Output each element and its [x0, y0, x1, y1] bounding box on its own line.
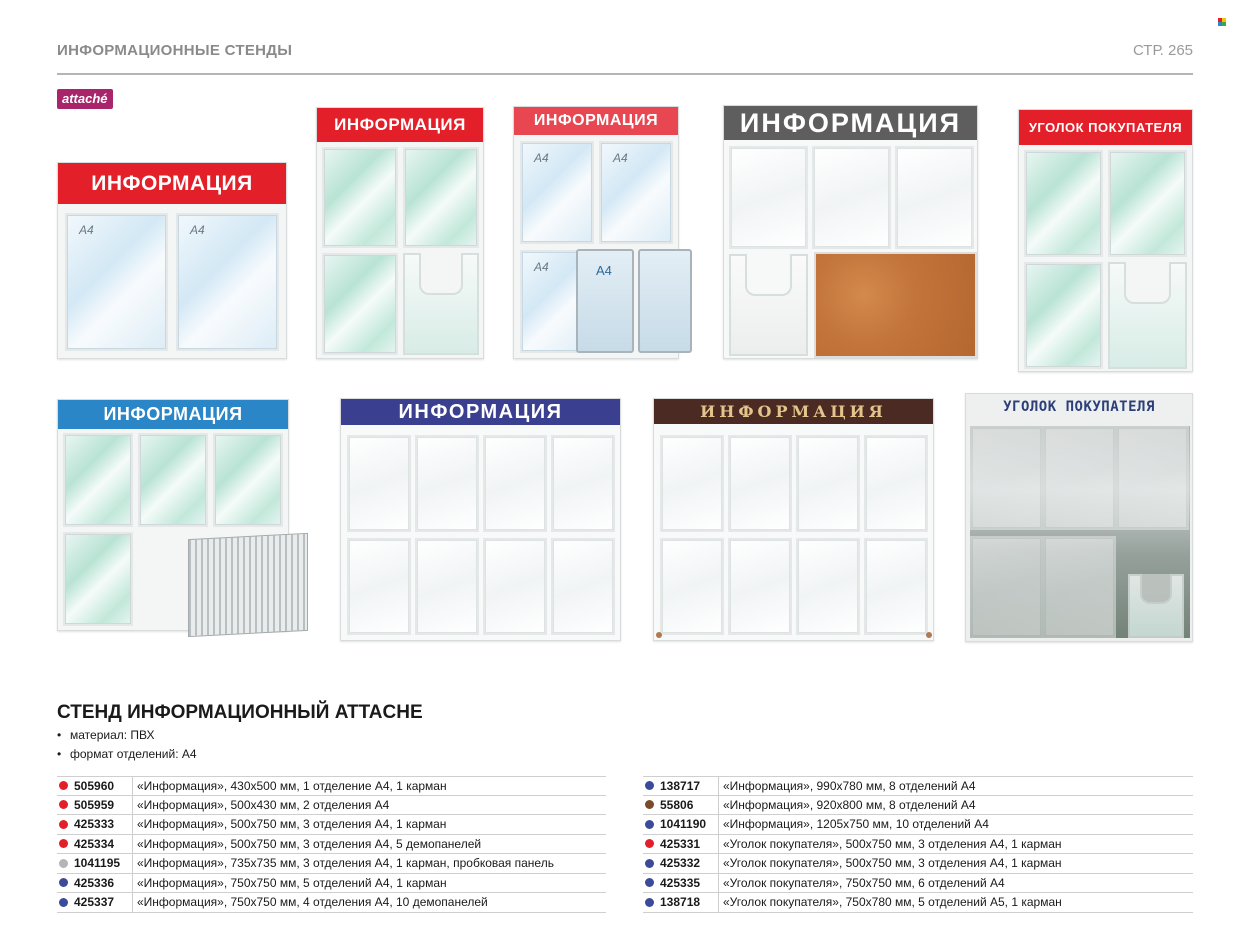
pocket	[63, 532, 133, 626]
table-row	[57, 796, 606, 816]
product-desc: «Информация», 750х750 мм, 5 отделений А4, 1 карман	[137, 875, 447, 890]
color-dot-icon	[645, 781, 654, 790]
stand-138718	[965, 393, 1193, 642]
product-desc: «Информация», 500х750 мм, 3 отделения А4, 1 карман	[137, 817, 447, 832]
product-title: СТЕНД ИНФОРМАЦИОННЫЙ ATTACHE	[57, 702, 423, 723]
table-row	[57, 874, 606, 894]
color-dot-icon	[59, 839, 68, 848]
product-desc: «Уголок покупателя», 500х750 мм, 3 отделения А4, 1 карман	[723, 836, 1062, 851]
table-row	[643, 854, 1193, 874]
stand-header: ИНФОРМАЦИЯ	[724, 106, 977, 140]
pocket-tray	[1108, 262, 1187, 369]
table-row	[643, 893, 1193, 913]
pocket	[1024, 262, 1103, 369]
pocket	[213, 433, 283, 527]
pocket	[347, 538, 411, 635]
pocket	[864, 538, 928, 635]
screw-icon	[926, 632, 932, 638]
pocket	[403, 147, 479, 248]
product-code: 425334	[74, 836, 115, 851]
product-code: 55806	[660, 797, 694, 812]
color-dot-icon	[645, 820, 654, 829]
color-mark-icon	[1218, 18, 1226, 26]
pocket	[176, 213, 279, 351]
table-row	[643, 874, 1193, 894]
table-row	[57, 776, 606, 796]
pocket	[864, 435, 928, 532]
pocket-label: A4	[79, 223, 94, 237]
product-table-right	[643, 776, 1193, 913]
pocket	[483, 538, 547, 635]
pocket	[812, 146, 891, 249]
stand-425333	[316, 107, 484, 359]
stand-1041195	[723, 105, 978, 359]
stand-425331	[1018, 109, 1193, 372]
pocket	[1043, 426, 1116, 530]
pocket	[970, 536, 1043, 638]
product-desc: «Уголок покупателя», 500х750 мм, 3 отделения А4, 1 карман	[723, 856, 1062, 871]
pocket	[415, 435, 479, 532]
pocket	[551, 435, 615, 532]
spec-list	[57, 726, 197, 764]
stand-header: ИНФОРМАЦИЯ	[58, 163, 286, 204]
table-row	[643, 835, 1193, 855]
page-section-title: ИНФОРМАЦИОННЫЕ СТЕНДЫ	[57, 42, 293, 59]
table-row	[57, 835, 606, 855]
pocket	[551, 538, 615, 635]
product-table-left	[57, 776, 606, 913]
color-dot-icon	[59, 859, 68, 868]
product-code: 138717	[660, 778, 701, 793]
stand-header: ИНФОРМАЦИЯ	[654, 399, 933, 424]
product-desc: «Информация», 920х800 мм, 8 отделений А4	[723, 797, 976, 812]
spec-item: • формат отделений: А4	[57, 745, 197, 764]
brand-logo: attaché	[57, 89, 113, 109]
pocket	[1024, 150, 1103, 257]
pocket-label: A4	[534, 151, 549, 165]
color-dot-icon	[645, 878, 654, 887]
product-code: 425331	[660, 836, 701, 851]
pocket	[322, 253, 398, 355]
product-desc: «Уголок покупателя», 750х750 мм, 6 отделений А4	[723, 875, 1005, 890]
pocket	[895, 146, 974, 249]
stand-505959	[57, 162, 287, 359]
demo-panels	[188, 533, 308, 637]
product-desc: «Информация», 500х750 мм, 3 отделения А4, 5 демопанелей	[137, 836, 482, 851]
pocket	[1043, 536, 1116, 638]
stand-header: ИНФОРМАЦИЯ	[58, 400, 288, 429]
color-dot-icon	[59, 878, 68, 887]
product-code: 1041195	[74, 856, 121, 871]
pocket	[660, 435, 724, 532]
pocket	[1108, 150, 1187, 257]
pocket	[347, 435, 411, 532]
flip-panel	[576, 249, 634, 353]
product-code: 425332	[660, 856, 701, 871]
pocket-tray	[403, 253, 479, 355]
stand-425337	[57, 399, 289, 631]
pocket	[63, 433, 133, 527]
product-code: 1041190	[660, 817, 707, 832]
product-code: 425337	[74, 895, 115, 910]
pocket-tray	[729, 254, 808, 356]
product-desc: «Информация», 1205х750 мм, 10 отделений А4	[723, 817, 989, 832]
color-dot-icon	[59, 781, 68, 790]
pocket	[520, 141, 594, 244]
stand-138717	[340, 398, 621, 641]
stand-header: УГОЛОК ПОКУПАТЕЛЯ	[1003, 399, 1155, 415]
color-dot-icon	[645, 859, 654, 868]
pocket-tray	[1128, 574, 1184, 638]
product-code: 425336	[74, 875, 115, 890]
pocket	[970, 426, 1043, 530]
pocket	[1116, 426, 1189, 530]
stand-header: ИНФОРМАЦИЯ	[341, 399, 620, 425]
color-dot-icon	[59, 898, 68, 907]
color-dot-icon	[645, 898, 654, 907]
pocket	[65, 213, 168, 351]
table-row	[57, 893, 606, 913]
pocket	[599, 141, 673, 244]
product-code: 425335	[660, 875, 701, 890]
product-desc: «Информация», 990х780 мм, 8 отделений А4	[723, 778, 976, 793]
product-code: 505959	[74, 797, 115, 812]
pocket-label: A4	[613, 151, 628, 165]
pocket-label: A4	[534, 260, 549, 274]
table-row	[643, 796, 1193, 816]
pocket	[796, 435, 860, 532]
product-code: 505960	[74, 778, 115, 793]
screw-icon	[656, 632, 662, 638]
pocket	[796, 538, 860, 635]
product-code: 138718	[660, 895, 701, 910]
stand-header: ИНФОРМАЦИЯ	[514, 107, 678, 135]
pocket	[322, 147, 398, 248]
cork-board	[814, 252, 977, 358]
table-row	[57, 815, 606, 835]
pocket	[415, 538, 479, 635]
product-desc: «Уголок покупателя», 750х780 мм, 5 отделений А5, 1 карман	[723, 895, 1062, 910]
product-code: 425333	[74, 817, 115, 832]
stand-header: УГОЛОК ПОКУПАТЕЛЯ	[1019, 110, 1192, 145]
pocket	[483, 435, 547, 532]
page-number: СТР. 265	[1132, 42, 1193, 59]
product-desc: «Информация», 735х735 мм, 3 отделения А4, 1 карман, пробковая панель	[137, 856, 554, 871]
stand-425334	[513, 106, 679, 359]
stand-header: ИНФОРМАЦИЯ	[317, 108, 483, 142]
color-dot-icon	[59, 820, 68, 829]
color-dot-icon	[59, 800, 68, 809]
color-dot-icon	[645, 800, 654, 809]
pocket	[728, 538, 792, 635]
pocket	[660, 538, 724, 635]
product-desc: «Информация», 750х750 мм, 4 отделения А4, 10 демопанелей	[137, 895, 488, 910]
color-dot-icon	[645, 839, 654, 848]
header-divider	[57, 73, 1193, 75]
product-desc: «Информация», 500х430 мм, 2 отделения А4	[137, 797, 390, 812]
pocket	[138, 433, 208, 527]
table-row	[57, 854, 606, 874]
pocket-label: A4	[596, 263, 612, 278]
pocket	[728, 435, 792, 532]
pocket-label: A4	[190, 223, 205, 237]
table-row	[643, 776, 1193, 796]
product-desc: «Информация», 430х500 мм, 1 отделение А4, 1 карман	[137, 778, 447, 793]
pocket	[729, 146, 808, 249]
spec-item: • материал: ПВХ	[57, 726, 197, 745]
stand-55806	[653, 398, 934, 641]
flip-panel	[638, 249, 692, 353]
table-row	[643, 815, 1193, 835]
